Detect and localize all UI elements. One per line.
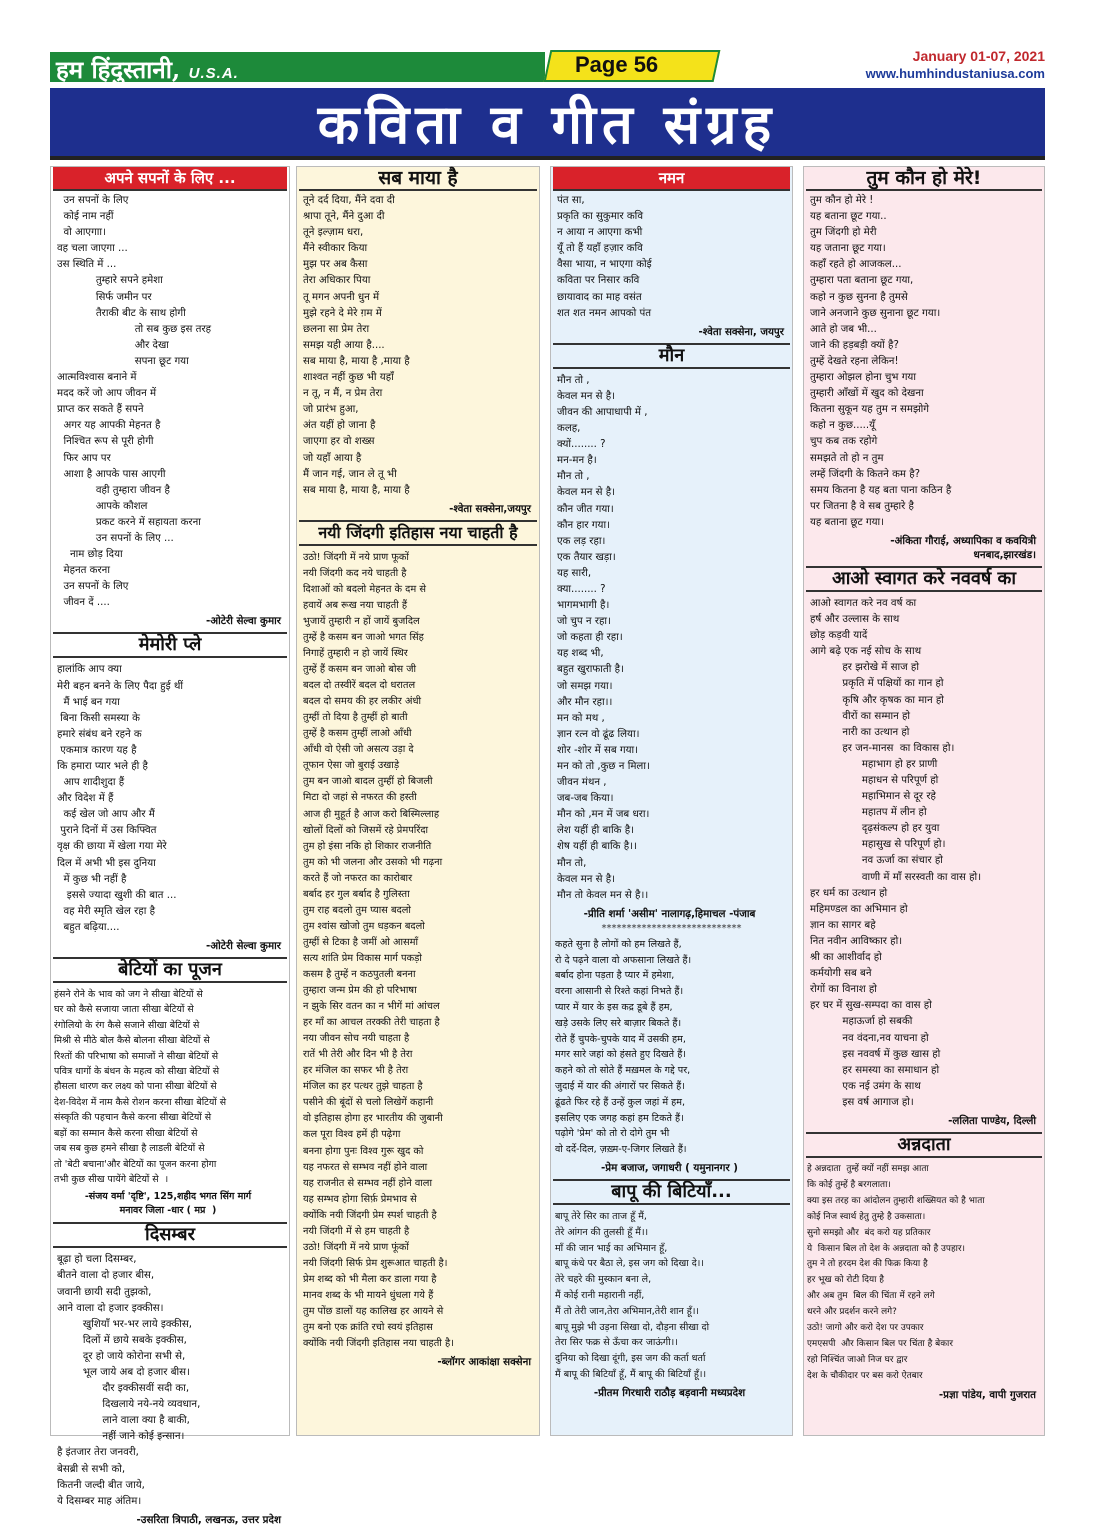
poem-text: उठो! जिंदगी में नये प्राण फूकों नयी जिंदगी कद नये चाहती है दिशाओं को बदलो मेहनत के दम से हवायें अब रूख नया चाहती हैं भुजायें तुम्हारी न हों जायें बुजदिल तुम्हें है कसम बन जाओ भगत सिंह निगाहें तुम्हारी न हो जायें स्थिर तुम्हें हैं कसम बन जाओ बोस जी बदल दो तस्वीरें बदल दो धरातल बदल दो समय की हर लकीर अंधी तुम्हीं तो दिया है तुम्हीं हो बाती तुम्हें है कसम तुम्हीं लाओ आँधी आँधी वो ऐसी जो असत्य उड़ा दे तूफान ऐसा जो बुराई उखाड़े तुम बन जाओ बादल तुम्हीं हो बिजली मिटा दो जहां से नफरत की हस्ती आज ही मुहूर्त है आज करो बिस्मिल्लाह खोलों दिलों को जिसमें रहे प्रेमपरिंदा तुम हो इंसा नकि हो शिकार राजनीति तुम को भी जलना और उसको भी गढ़ना करते हैं जो नफरत का कारोबार बर्बाद हर गुल बर्बाद है गुलिस्ता तुम राह बदलो तुम प्यास बदलो तुम श्वांस खोजो तुम धड़कन बदलो तुम्हीं से टिका है जमीं ओ आसमाँ सत्य शांति प्रेम विकास मार्ग पकड़ो कसम है तुम्हें न कठपुतली बनना तुम्हारा जन्म प्रेम की हो परिभाषा न झुके सिर वतन का न भीगें मां आंचल हर माँ का आचल तरक्की तेरी चाहता है नया जीवन सोच नयी चाहता है रातें भी तेरी और दिन भी है तेरा हर मंजिल का सफर भी है तेरा मंजिल का हर पत्थर तुझे चाहता है पसीने की बूंदों से चलो लिखेगें कहानी वो इतिहास होगा हर भारतीय की जुबानी कल पूरा विश्व हमें ही पढ़ेगा बनना होगा पुनः विश्व गुरू खुद को यह नफरत से सम्भव नहीं होने वाला यह राजनीत से सम्भव नहीं होने वाला यह सम्भव होगा सिर्फ़ प्रेमभाव से क्योंकि नयी जिंदगी प्रेम स्पर्श चाहती है नयी जिंदगी में से हम चाहती है उठो! जिंदगी में नये प्राण फूंकों नयी जिंदगी सिर्फ प्रेम शुरूआत चाहती है। प्रेम शब्द को भी मैला कर डाला गया है मानव शब्द के भी मायने धुंधला गये हैं तुम पोंछ डालों यह कालिख हर आयने से तुम बनो एक क्रांति रचो स्वयं इतिहास क्योंकि नयी जिंदगी इतिहास नया चाहती है। (303, 551, 454, 1350)
poem-author: -संजय वर्मा 'दृष्टि', 125,शहीद भगत सिंग मार्ग मनावर जिला -धार ( मप्र ) (84, 1191, 252, 1217)
poem-title: नमन (553, 167, 790, 191)
poem-title: मौन (553, 343, 790, 369)
poem-author: -प्रेम बजाज, जगाधरी ( यमुनानगर ) (601, 1162, 738, 1174)
poem-author: -ब्लॉगर आकांक्षा सक्सेना (437, 1356, 531, 1369)
website-link[interactable]: www.humhindustaniusa.com (865, 66, 1045, 81)
poem-text: हालांकि आप क्या मेरी बहन बनने के लिए पैदा हुई थीं मैं भाई बन गया बिना किसी समस्या के हमारे संबंध बने रहने क एकमात्र कारण यह है कि हमारा प्यार भले ही है आप शादीशुदा हैं और विदेश में हैं कई खेल जो आप और मैं पुराने दिनों में उस किफ्वित वृक्ष की छाया में खेला गया मेरे दिल में अभी भी इस दुनिया में कुछ भी नहीं है इससे ज्यादा खुशी की बात ... वह मेरी स्मृति खेल रहा है बहुत बढ़िया.... (57, 664, 183, 933)
poem-title: सब माया है (299, 167, 537, 191)
newspaper-name: हम हिंदुस्तानी, U.S.A. (56, 55, 239, 84)
section-banner (50, 88, 1045, 160)
poem-text: हे अन्नदाता तुम्हें क्यों नहीं समझ आता कि कोई तुम्हें है बरगलाता। क्या इस तरह का आंदोलन तुम्हारी शख्सियत को है भाता कोई निज स्वार्थ हेतु तुम्हे है उकसाता। सुनो समझो और बंद करो यह प्रतिकार ये किसान बिल तो देश के अन्नदाता को है उपहार। तुम ने तो हरदम देश की फिक्र किया है हर भूख को रोटी दिया है और अब तुम बिल की चिंता में रहने लगे धरने और प्रदर्शन करने लगे? उठो! जागो और करो देश पर उपकार एमएसपी और किसान बिल पर चिंता है बेकार रहो निश्चिंत जाओ निज घर द्वार देश के चौकीदार पर बस करो ऐतबार (807, 1163, 985, 1381)
poem-author: -श्वेता सक्सेना,जयपुर (449, 502, 531, 515)
masthead (50, 48, 1045, 84)
column-2 (296, 166, 540, 1436)
separator-stars: **************************** (601, 922, 742, 934)
issue-date: January 01-07, 2021 (912, 48, 1045, 64)
poem-text: कहते सुना है लोगों को हम लिखते हैं, रो दे पढ़ने वाला वो अफसाना लिखते हैं। बर्बाद होना पड़ता है प्यार में हमेशा, वरना आसानी से रिश्ते कहां निभते हैं। प्यार में यार के इस कद्र डूबे हैं हम, खड़े उसके लिए सरे बाज़ार बिकते हैं। रोते हैं चुपके-चुपके याद में उसकी हम, मगर सारे जहां को हंसते हुए दिखते हैं। कहने को तो सोते हैं मख़मल के गद्दे पर, जुदाई में यार की अंगारों पर सिकते हैं। ढूंढते फिर रहे हैं उन्हें कुल जहां में हम, इसलिए एक जगह कहां हम टिकते हैं। पढ़ोगे 'प्रेम' को तो रो दोगे तुम भी वो दर्दे-दिल, ज़ख़्म-ए-जिगर लिखते हैं। (555, 938, 692, 1156)
poem-title: तुम कौन हो मेरे! (806, 167, 1042, 191)
column-1 (50, 166, 290, 1526)
poem-title: मेमोरी प्ले (53, 632, 287, 658)
banner-title: कविता व गीत संग्रह (317, 93, 778, 156)
poem-text: उन सपनों के लिए कोई नाम नहीं वो आएगाा। वह चला जाएगा ... उस स्थिति में ... तुम्हारे सपने हमेशा सिर्फ जमीन पर तैराकी बीट के साथ होगी तो सब कुछ इस तरह और देखा सपना छूट गया आत्मविश्वास बनाने में मदद करें जो आप जीवन में प्राप्त कर सकते हैं सपने अगर यह आपकी मेहनत है निश्चित रूप से पूरी होगी फिर आप पर आशा है आपके पास आएगी वही तुम्हारा जीवन है आपके कौशल प्रकट करने में सहायता करना उन सपनों के लिए ... नाम छोड़ दिया मेहनत करना उन सपनों के लिए जीवन दें .... (57, 195, 212, 609)
poem-text: तूने दर्द दिया, मैंने दवा दी श्रापा तूने, मैंने दुआ दी तूने इल्ज़ाम धरा, मैंने स्वीकार किया मुझ पर अब कैसा तेरा अधिकार पिया तू मगन अपनी धुन में मुझे रहने दे मेरे ग़म में छलना सा प्रेम तेरा समझ यही आया है.... सब माया है, माया है ,माया है शाश्वत नहीं कुछ भी यहाँ न तू, न मैं, न प्रेम तेरा जो प्रारंभ हुआ, अंत यहीं हो जाना है जाएगा हर वो शख्स जो यहाँ आया है मैं जान गई, जान ले तू भी सब माया है, माया है, माया है (303, 195, 410, 496)
poem-author: -उसरिता त्रिपाठी, लखनऊ, उत्तर प्रदेश (136, 1513, 281, 1526)
poem-title: अपने सपनों के लिए ... (53, 167, 287, 191)
poem-author: -प्रीति शर्मा 'असीम' नालागढ़,हिमाचल -पंजाब (583, 907, 756, 920)
poem-text: बूढ़ा हो चला दिसम्बर, बीतने वाला दो हजार बीस, जवानी छायी सदी तुझको, आने वाला दो हजार इक्कीस। खुशियाँ भर-भर लाये इक्कीस, दिलों में छाये सबके इक्कीस, दूर हो जाये कोरोना सभी से, भूल जाये अब दो हजार बीस। दौर इक्कीसवीं सदी का, दिखलाये नये-नये व्यवधान, लाने वाला क्या है बाकी, नहीं जाने कोई इन्सान। है इंतजार तेरा जनवरी, बेसब्री से सभी को, कितनी जल्दी बीत जाये, ये दिसम्बर माह अंतिम। (57, 1254, 201, 1507)
column-4 (803, 166, 1045, 1436)
poem-text: मौन तो , केवल मन से है। जीवन की आपाधापी में , कलह, क्यों........ ? मन-मन है। मौन तो , केवल मन से है। कौन जीत गया। कौन हार गया। एक लड़ रहा। एक तैयार खड़ा। यह सारी, क्या........ ? भागमभागी है। जो चुप न रहा। जो कहता ही रहा। यह शब्द भी, बहुत खुराफाती है। जो समझ गया। और मौन रहा।। मन को मथ , ज्ञान रत्न वो ढूंढ लिया। शोर -शोर में सब गया। मन को तो ,कुछ न मिला। जीवन मंथन , जब-जब किया। मौन को ,मन में जब धरा। लेश यहीं ही बाकि है। शेष यहीं ही बाकि है।। मौन तो, केवल मन से है। मौन तो केवल मन से है।। (557, 374, 650, 901)
poem-author: -ओटेरी सेल्वा कुमार (206, 615, 281, 628)
poem-title: अन्नदाता (806, 1132, 1042, 1158)
poem-author: -श्वेता सक्सेना, जयपुर (698, 325, 784, 338)
poem-text: तुम कौन हो मेरे ! यह बताना छूट गया.. तुम जिंदगी हो मेरी यह जताना छूट गया। कहाँ रहते हो आजकल... तुम्हारा पता बताना छूट गया, कहो न कुछ सुनना है तुमसे जाने अनजाने कुछ सुनाना छूट गया। आते हो जब भी... जाने की हड़बड़ी क्यों है? तुम्हें देखते रहना लेकिन! तुम्हारा ओझल होना चुभ गया तुम्हारी आँखों में खुद को देखना कितना सुकून यह तुम न समझोगे कहो न कुछ.....यूँ चुप कब तक रहोगे समझते तो हो न तुम लम्हें जिंदगी के कितने कम है? समय कितना है यह बता पाना कठिन है पर जितना है वे सब तुम्हारे है यह बताना छूट गया। (810, 195, 952, 528)
poem-title: नयी जिंदगी इतिहास नया चाहती है (299, 520, 537, 546)
poem-title: दिसम्बर (53, 1222, 287, 1248)
poem-text: पंत सा, प्रकृति का सुकुमार कवि न आया न आएगा कभी यूँ तो हैं यहाँ हज़ार कवि वैसा भाया, न भाएगा कोई कविता पर निसार कवि छायावाद का माह वसंत शत शत नमन आपको पंत (557, 195, 652, 319)
poem-author: -प्रज्ञा पांडेय, वापी गुजरात (938, 1388, 1036, 1401)
poem-author: -प्रीतम गिरधारी राठौड़ बड़वानी मध्यप्रदेश (593, 1386, 746, 1399)
column-3 (550, 166, 793, 1436)
poem-author: -अंकिता गौराई, अध्यापिका व कवयित्री धनबाद,झारखंड। (890, 534, 1036, 561)
poem-text: आओ स्वागत करे नव वर्ष का हर्ष और उल्लास के साथ छोड़ कड़वी यादें आगे बढ़े एक नई सोच के साथ हर झरोखे में साज हो प्रकृति में पक्षियों का गान हो कृषि और कृषक का मान हो वीरों का सम्मान हो नारी का उत्थान हो हर जन-मानस का विकास हो। महाभाग हो हर प्राणी महाधन से परिपूर्ण हो महाभिमान से दूर रहे महातप में लीन हो दृढ़संकल्प हो हर युवा महासुख से परिपूर्ण हो। नव ऊर्जा का संचार हो वाणी में माँ सरस्वती का वास हो। हर धर्म का उत्थान हो महिमण्डल का अभिमान हो ज्ञान का सागर बहे नित नवीन आविष्कार हो। श्री का आशीर्वाद हो कर्मयोगी सब बने रोगों का विनाश हो हर घर में सुख-सम्पदा का वास हो महाऊर्जा हो सबकी नव वंदना,नव याचना हो इस नववर्ष में कुछ खास हो हर समस्या का समाधान हो एक नई उमंग के साथ इस वर्ष आगाज हो। (810, 597, 982, 1108)
poem-title: आओ स्वागत करे नववर्ष का (806, 566, 1042, 592)
poem-author: -ओटेरी सेल्वा कुमार (206, 940, 281, 953)
page-number: Page 56 (575, 52, 659, 77)
poem-text: बापू तेरे सिर का ताज हूँ मैं, तेरे आंगन की तुलसी हूँ मैं।। माँ की जान भाई का अभिमान हूँ, बापू कंधे पर बैठा ले, इस जग को दिखा दे।। तेरे चहरे की मुस्कान बना ले, मैं कोई रानी महारानी नहीं, मैं तो तेरी जान,तेरा अभिमान,तेरी शान हूँ।। बापू मुझे भी उड़ना सिखा दो, दौड़ना सीखा दो तेरा सिर फक्र से ऊँचा कर जाऊंगी।। दुनिया को दिखा दूंगी, इस जग की कर्ता धर्ता मैं बापू की बिटियाँ हूँ, मैं बापू की बिटियाँ हूँ।। (555, 1211, 710, 1380)
poem-title: बेटियों का पूजन (53, 957, 287, 983)
poem-author: -ललिता पाण्डेय, दिल्ली (948, 1114, 1036, 1127)
poem-text: हंसने रोने के भाव को जग ने सीखा बेटियों से घर को कैसे सजाया जाता सीखा बेटियों से रंगोलियो के रंग कैसे सजाने सीखा बेटियों से मिश्री से मीठे बोल कैसे बोलना सीखा बेटियों से रिश्तों की परिभाषा को समाजों ने सीखा बेटियों से पवित्र धागों के बंधन के महत्व को सीखा बेटियों से हौसला धारण कर लक्ष्य को पाना सीखा बेटियों से देश-विदेश में नाम कैसे रोशन करना सीखा बेटियों से संस्कृति की पहचान कैसे करना सीखा बेटियों से बड़ों का सम्मान कैसे करना सीखा बेटियों से जब सब कुछ हमने सीखा है लाडली बेटियों से तो 'बेटी बचाना'और बेटियों का पूजन करना होगा तभी कुछ सीख पायेंगे बेटियों से । (54, 989, 227, 1185)
poem-title: बापू की बिटियाँ... (553, 1179, 790, 1205)
